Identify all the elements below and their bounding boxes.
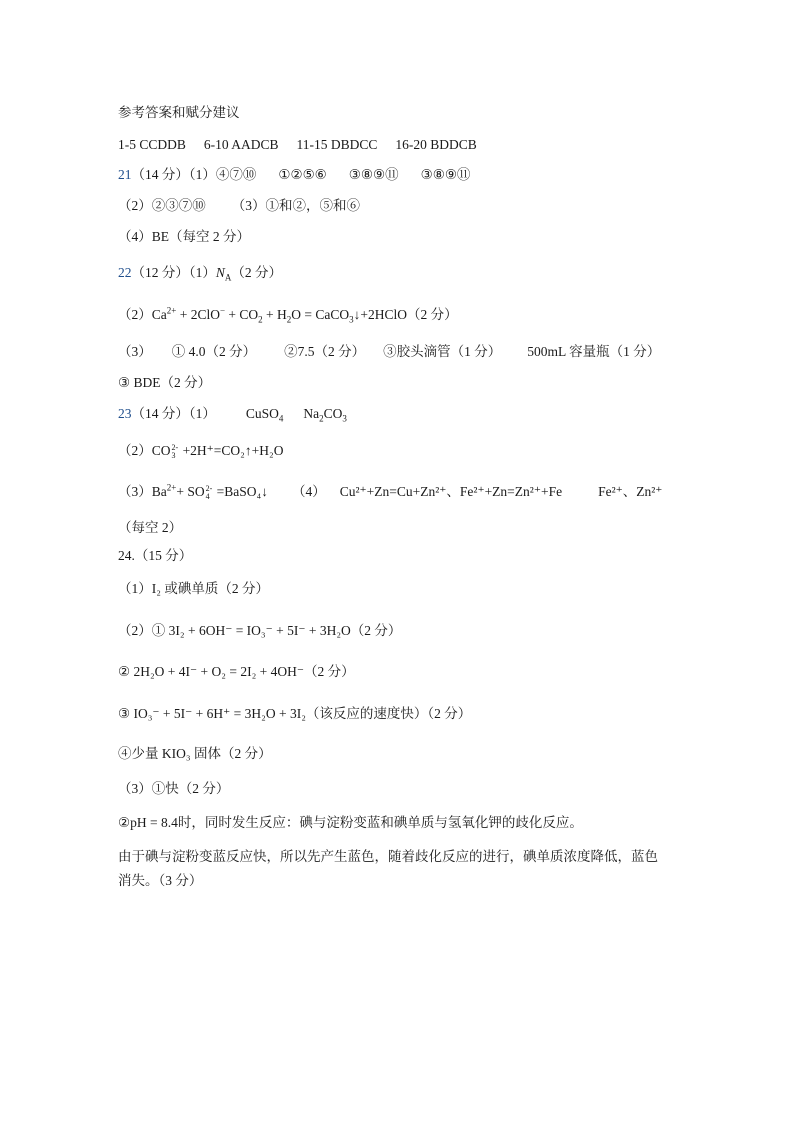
q23-substance-1-sub: 4 (278, 413, 284, 424)
q22-part3-e: ③ BDE（2 分） (118, 375, 212, 390)
q23-part2-label: （2） (118, 443, 152, 458)
mc-group-1: 1-5 CCDDB (118, 137, 186, 152)
eq-clo-charge: − (219, 305, 226, 316)
q21-answer-2: ①②⑤⑥ (278, 167, 327, 182)
q24-part2-2: ② 2H₂O + 4I⁻ + O₂ = 2I₂ + 4OH⁻（2 分） (118, 664, 355, 679)
mc-answers-row (118, 136, 477, 154)
q23-substance-1: CuSO (245, 406, 279, 421)
q24-part3-3b: 消失。（3 分） (118, 873, 203, 888)
q24-part1: （1）I₂ 或碘单质（2 分） (118, 581, 269, 596)
sulfate-subscript: 4 (205, 491, 210, 501)
q21-part2: ②③⑦⑩ (151, 198, 206, 213)
q23-part4-ions: Fe²⁺、Zn²⁺ (598, 484, 663, 499)
q21-part4: （4）BE（每空 2 分） (118, 229, 251, 244)
q23-line-1 (118, 405, 347, 423)
q21-answer-1: ④⑦⑩ (215, 167, 257, 182)
q22-part3-b: ②7.5（2 分） (284, 344, 366, 359)
eq-h2o-sub: 2 (286, 314, 292, 325)
eq-caco3-sub: 3 (349, 314, 354, 325)
q22-part2-label: （2） (118, 307, 152, 322)
avogadro-subscript: A (224, 272, 232, 283)
mc-group-4: 16-20 BDDCB (395, 137, 477, 152)
q23-substance-2-sub1: 2 (319, 413, 324, 424)
q22-part3-a: ① 4.0（2 分） (171, 344, 257, 359)
q23-part3-label: （3） (118, 484, 152, 499)
q22-part3-d: 500mL 容量瓶（1 分） (527, 344, 661, 359)
q23-substance-2: Na (303, 406, 320, 421)
q22-points-2: （2 分） (407, 307, 458, 322)
q21-part3-label: （3） (231, 198, 266, 213)
q24-part3-1: （3）①快（2 分） (118, 781, 230, 796)
q21-line-1 (118, 166, 470, 184)
mc-group-3: 11-15 DBDCC (296, 137, 378, 152)
eq-ca-charge: 2+ (166, 305, 177, 316)
q21-number: 21 (118, 167, 132, 182)
q23-part3-rest: =BaSO₄↓ (213, 484, 268, 499)
q23-substance-2-mid: CO (323, 406, 343, 421)
eq-h2o: + H (262, 307, 287, 322)
q23-note: （每空 2） (118, 520, 183, 535)
carbonate-charge: 2- (171, 442, 179, 452)
q24-part3-2: ②pH = 8.4时，同时发生反应：碘与淀粉变蓝和碘单质与氢氧化钾的歧化反应。 (118, 815, 583, 830)
q24-part2-3: ③ IO₃⁻ + 5I⁻ + 6H⁺ = 3H₂O + 3I₂（该反应的速度快）（2 分） (118, 706, 472, 721)
eq-hclo: ↓+2HClO (353, 307, 408, 322)
q22-part3-label: （3） (118, 344, 152, 359)
q23-number: 23 (118, 406, 132, 421)
carbonate-subscript: 3 (171, 450, 176, 460)
eq-clo: + 2ClO (176, 307, 220, 322)
page-title: 参考答案和赋分建议 (118, 105, 240, 120)
eq-caco3: O = CaCO (291, 307, 350, 322)
q24-head: 24.（15 分） (118, 548, 193, 563)
barium-ion: Ba (151, 484, 167, 499)
q23-substance-2-sub2: 3 (342, 413, 347, 424)
eq-ca: Ca (151, 307, 167, 322)
q22-head: （12 分）（1） (131, 265, 216, 280)
mc-group-2: 6-10 AADCB (203, 137, 279, 152)
q22-part3-c: ③胶头滴管（1 分） (383, 344, 502, 359)
q21-part3: ①和②，⑤和⑥ (265, 198, 360, 213)
q21-answer-3: ③⑧⑨⑪ (348, 167, 399, 182)
q22-number: 22 (118, 265, 132, 280)
q23-part4-equation: Cu²⁺+Zn=Cu+Zn²⁺、Fe²⁺+Zn=Zn²⁺+Fe (339, 484, 563, 499)
q23-part4-label: （4） (291, 484, 326, 499)
eq-co2: + CO (225, 307, 259, 322)
q24-part2-1: （2）① 3I₂ + 6OH⁻ = IO₃⁻ + 5I⁻ + 3H₂O（2 分） (118, 623, 402, 638)
carbonate-formula: CO (151, 443, 171, 458)
q22-equation-line (118, 306, 458, 324)
q21-head: （14 分）（1） (131, 167, 216, 182)
q23-line-2 (118, 442, 283, 460)
eq-co2-sub: 2 (258, 314, 263, 325)
sulfate-charge: 2- (205, 483, 213, 493)
avogadro-symbol: N (215, 265, 225, 280)
q24-part2-4: ④少量 KIO₃ 固体（2 分） (118, 746, 272, 761)
q23-line-3 (118, 483, 662, 501)
barium-charge: 2+ (166, 482, 177, 493)
q21-line-2 (118, 197, 360, 215)
q22-points-1: （2 分） (231, 265, 283, 280)
q23-part2-rest: +2H⁺=CO₂↑+H₂O (179, 443, 284, 458)
q24-part3-3a: 由于碘与淀粉变蓝反应快，所以先产生蓝色，随着歧化反应的进行，碘单质浓度降低，蓝色 (118, 849, 658, 864)
q22-line-3 (118, 343, 660, 361)
sulfate-formula: + SO (176, 484, 205, 499)
q23-head: （14 分）（1） (131, 406, 216, 421)
q21-part2-label: （2） (118, 198, 152, 213)
q21-answer-4: ③⑧⑨⑪ (420, 167, 471, 182)
q22-line-1 (118, 264, 282, 282)
